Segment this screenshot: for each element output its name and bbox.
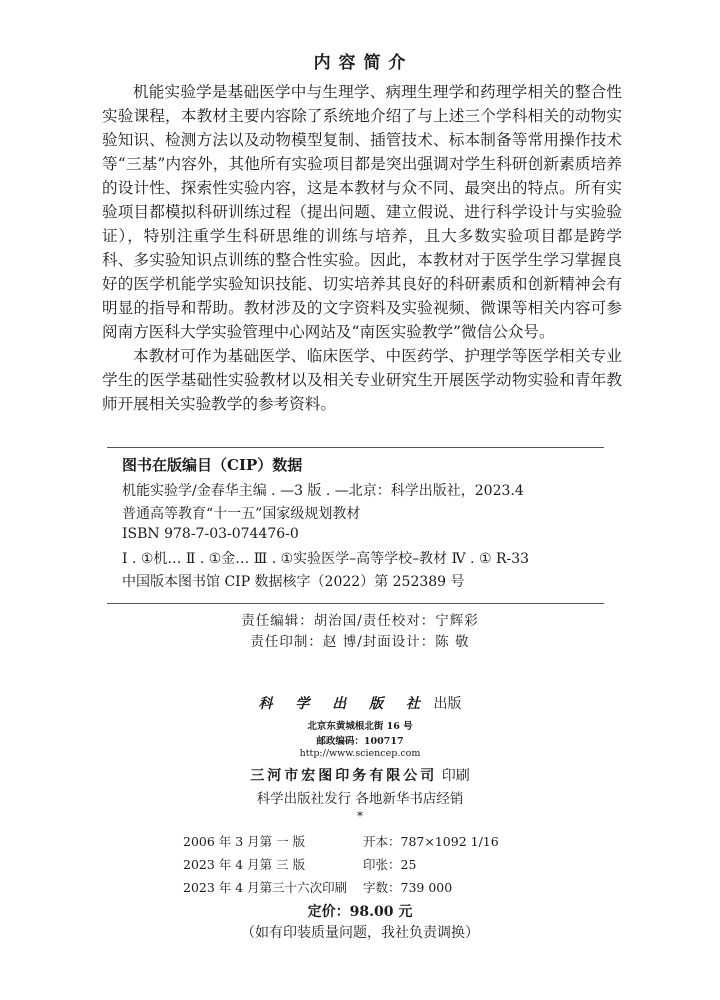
- intro-paragraph-1: 机能实验学是基础医学中与生理学、病理生理学和药理学相关的整合性实验课程，本教材主要内容除了系统地介绍了与上述三个学科相关的动物实验知识、检测方法以及动物模型复制、插管技术、标本制备等常用操作技术等“三基”内容外，其他所有实验项目都是突出强调对学生科研创新素质培养的设计性、探索性实验内容，这是本教材与众不同、最突出的特点。所有实验项目都模拟科研训练过程（提出问题、建立假说、进行科学设计与实验验证），特别注重学生科研思维的训练与培养，且大多数实验项目都是跨学科、多实验知识点训练的整合性实验。因此，本教材对于医学生学习掌握良好的医学机能学实验知识技能、切实培养其良好的科研素质和创新精神会有明显的指导和帮助。教材涉及的文字资料及实验视频、微课等相关内容可参阅南方医科大学实验管理中心网站及“南医实验教学”微信公众号。: [102, 83, 622, 341]
- edition-date: 2023 年 4 月第 三 版: [183, 857, 306, 872]
- edition-row: [183, 855, 416, 873]
- cip-line-record-number: 中国版本图书馆 CIP 数据核字（2022）第 252389 号: [122, 574, 465, 590]
- printer-name: 三河市宏图印务有限公司: [250, 768, 438, 784]
- edition-date: 2023 年 4 月第三十六次印刷: [183, 880, 348, 895]
- publisher-url: http://www.sciencep.com: [299, 748, 421, 759]
- publisher-line: [0, 693, 720, 713]
- publisher-name: 科 学 出 版 社: [258, 696, 430, 712]
- printer-line: [0, 765, 720, 785]
- separator-star: *: [357, 809, 363, 823]
- cip-line-title: 机能实验学/金春华主编 . —3 版 . —北京：科学出版社，2023.4: [122, 483, 524, 499]
- publisher-postcode: 邮政编码：100717: [316, 736, 404, 747]
- page-title: 内 容 简 介: [313, 53, 407, 73]
- publisher-role: 出版: [433, 696, 462, 712]
- editor-credits: 责任编辑：胡治国/责任校对：宁辉彩: [241, 613, 479, 629]
- intro-paragraph-2: 本教材可作为基础医学、临床医学、中医药学、护理学等医学相关专业学生的医学基础性实验教材以及相关专业研究生开展医学动物实验和青年教师开展相关实验教学的参考资料。: [102, 347, 622, 413]
- edition-spec: 印张：25: [363, 857, 417, 872]
- intro-text: [102, 80, 622, 416]
- quality-notice: （如有印装质量问题，我社负责调换）: [241, 925, 479, 941]
- publisher-address: 北京东黄城根北街 16 号: [307, 721, 413, 732]
- edition-date: 2006 年 3 月第 一 版: [183, 834, 306, 849]
- distribution-line: 科学出版社发行 各地新华书店经销: [256, 791, 464, 807]
- cip-line-isbn: ISBN 978-7-03-074476-0: [122, 526, 299, 542]
- printer-role: 印刷: [441, 768, 470, 784]
- cip-data-block: [107, 447, 604, 604]
- cip-line-series: 普通高等教育“十一五”国家级规划教材: [122, 506, 361, 522]
- edition-spec: 字数：739 000: [363, 880, 453, 895]
- cip-heading: 图书在版编目（CIP）数据: [122, 456, 303, 474]
- production-credits: 责任印制：赵 博/封面设计：陈 敬: [250, 634, 470, 650]
- price-line: 定价：98.00 元: [307, 904, 413, 920]
- edition-spec: 开本：787×1092 1/16: [363, 834, 499, 849]
- edition-row: [183, 878, 452, 896]
- edition-row: [183, 832, 499, 850]
- cip-line-classification: Ⅰ . ①机… Ⅱ . ①金… Ⅲ . ①实验医学–高等学校–教材 Ⅳ . ① R-33: [122, 551, 530, 567]
